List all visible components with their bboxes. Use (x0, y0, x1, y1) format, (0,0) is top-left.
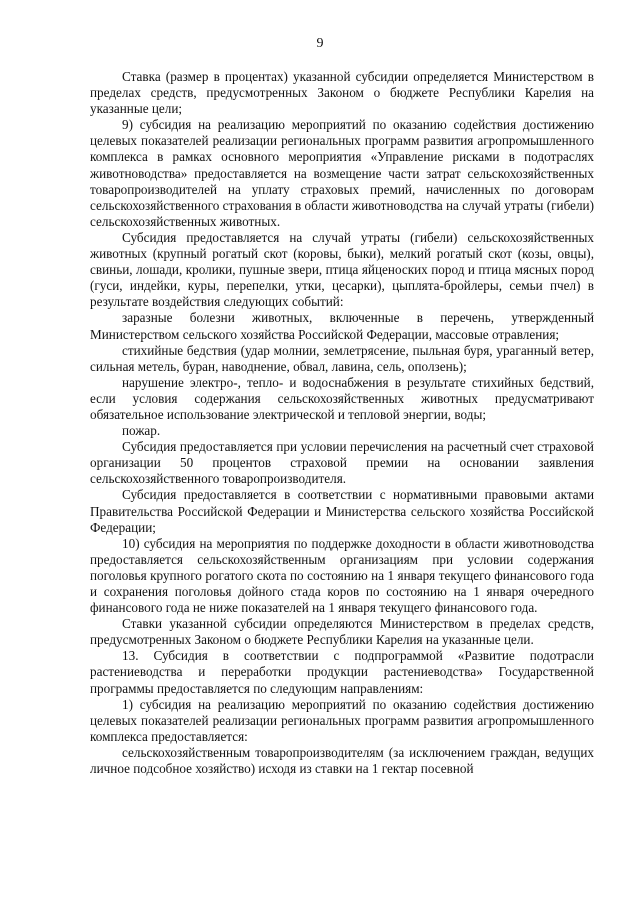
paragraph-producers-hectare-rate: сельскохозяйственным товаропроизводителям (за исключением граждан, ведущих личное подсобное хозяйство) исходя из ставки на 1 гектар посевной (90, 744, 594, 777)
paragraph-rate-determination: Ставка (размер в процентах) указанной субсидии определяется Министерством в пределах средств, предусмотренных Законом о бюджете Республики Карелия на указанные цели; (90, 69, 594, 117)
paragraph-fire: пожар. (122, 423, 161, 439)
document-body (90, 69, 594, 777)
paragraph-crop-item-1: 1) субсидия на реализацию мероприятий по оказанию содействия достижению целевых показателей реализации региональных программ развития агропромышленного комплекса предоставляется: (90, 696, 594, 744)
paragraph-section-13: 13. Субсидия в соответствии с подпрограммой «Развитие подотрасли растениеводства и переработки продукции растениеводства» Государственной программы предоставляется по следующим направлениям: (90, 648, 594, 696)
paragraph-item-10-income-support: 10) субсидия на мероприятия по поддержке доходности в области животноводства предоставляется сельскохозяйственным организациям при условии содержания поголовья крупного рогатого скота по состоянию на 1 января текущего финансового года и сохранения поголовья дойного стада коров по состоянию на 1 января очередного финансового года не ниже показателей на 1 января текущего финансового года. (90, 535, 594, 616)
paragraph-rates-determination: Ставки указанной субсидии определяются Министерством в пределах средств, предусмотренных Законом о бюджете Республики Карелия на указанные цели. (90, 616, 594, 648)
paragraph-regulatory-acts: Субсидия предоставляется в соответствии с нормативными правовыми актами Правительства Российской Федерации и Министерства сельского хозяйства Российской Федерации; (90, 487, 594, 535)
page-number: 9 (316, 36, 324, 51)
paragraph-natural-disasters: стихийные бедствия (удар молнии, землетрясение, пыльная буря, ураганный ветер, сильная метель, буран, наводнение, обвал, лавина, сель, оползень); (90, 342, 594, 374)
paragraph-loss-of-animals: Субсидия предоставляется на случай утраты (гибели) сельскохозяйственных животных (крупный рогатый скот (коровы, быки), мелкий рогатый скот (козы, овцы), свиньи, лошади, кролики, пушные звери, птица яйценоских пород и птица мясных пород (гуси, индейки, куры, перепелки, утки, цесарки), цыплята-бройлеры, семьи пчел) в результате воздействия следующих событий: (90, 229, 594, 310)
paragraph-insurance-premium-condition: Субсидия предоставляется при условии перечисления на расчетный счет страховой организации 50 процентов страховой премии на основании заявления сельскохозяйственного товаропроизводителя. (90, 439, 594, 487)
paragraph-utility-disruption: нарушение электро-, тепло- и водоснабжения в результате стихийных бедствий, если условия содержания сельскохозяйственных животных предусматривают обязательное использование электрической и тепловой энергии, воды; (90, 374, 594, 422)
paragraph-item-9-subsidy: 9) субсидия на реализацию мероприятий по оказанию содействия достижению целевых показателей реализации региональных программ развития агропромышленного комплекса в рамках основного мероприятия «Управление рисками в подотраслях животноводства» предоставляется на возмещение части затрат сельскохозяйственных товаропроизводителей на уплату страховых премий, начисленных по договорам сельскохозяйственного страхования в области животноводства на случай утраты (гибели) сельскохозяйственных животных. (90, 117, 594, 229)
paragraph-infectious-diseases: заразные болезни животных, включенные в перечень, утвержденный Министерством сельского хозяйства Российской Федерации, массовые отравления; (90, 310, 594, 342)
